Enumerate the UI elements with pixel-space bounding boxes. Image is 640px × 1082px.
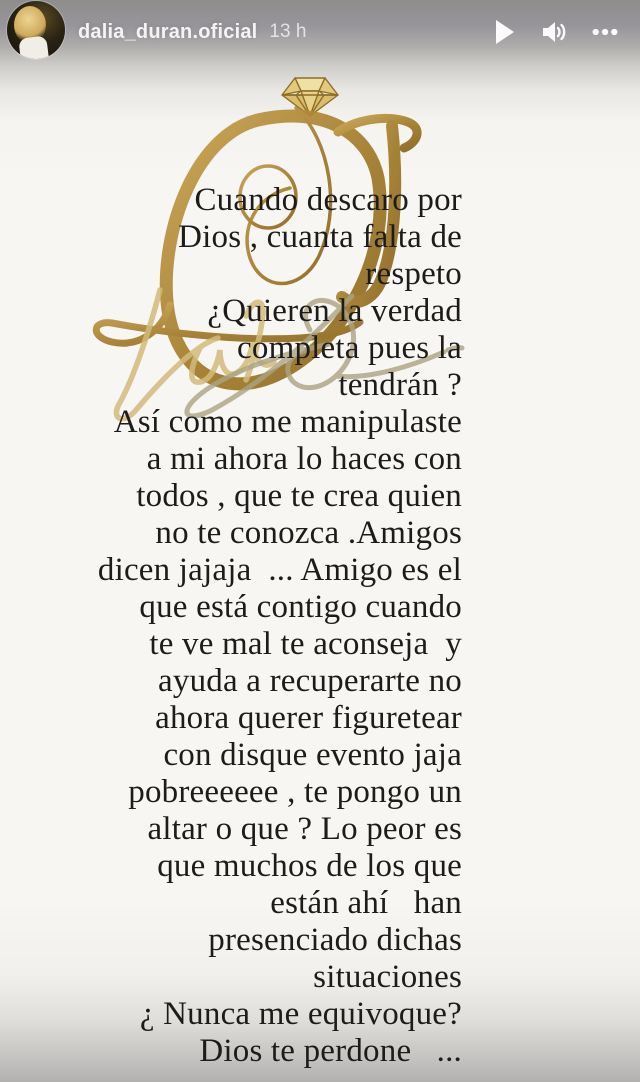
volume-icon[interactable] bbox=[542, 19, 568, 45]
story-text-line: todos , que te crea quien bbox=[136, 478, 462, 514]
username[interactable]: dalia_duran.oficial bbox=[78, 20, 258, 43]
avatar[interactable] bbox=[7, 1, 65, 59]
story-text-line: presenciado dichas bbox=[208, 922, 462, 958]
story-text-line: respeto bbox=[365, 256, 462, 292]
story-text-line: Dios te perdone ... bbox=[199, 1033, 462, 1069]
story-text-line: pobreeeeee , te pongo un bbox=[128, 774, 462, 810]
story-text-line: situaciones bbox=[313, 959, 462, 995]
story-header bbox=[0, 0, 640, 64]
story-text-line: completa pues la bbox=[237, 330, 462, 366]
story-text-line: ayuda a recuperarte no bbox=[158, 663, 462, 699]
story-text-line: altar o que ? Lo peor es bbox=[147, 811, 462, 847]
story-text-line: están ahí han bbox=[270, 885, 462, 921]
story-text bbox=[0, 182, 462, 1070]
more-options-icon[interactable] bbox=[592, 19, 618, 45]
story-text-line: dicen jajaja ... Amigo es el bbox=[97, 552, 462, 588]
story-text-line: que muchos de los que bbox=[157, 848, 462, 884]
story-text-line: no te conozca .Amigos bbox=[155, 515, 462, 551]
story-text-line: con disque evento jaja bbox=[163, 737, 462, 773]
story-text-line: Así como me manipulaste bbox=[113, 404, 462, 440]
story-text-line: ¿Quieren la verdad bbox=[207, 293, 462, 329]
timestamp: 13 h bbox=[269, 21, 307, 42]
story-text-line: Cuando descaro por bbox=[194, 182, 462, 218]
story-text-line: te ve mal te aconseja y bbox=[149, 626, 462, 662]
story-text-line: que está contigo cuando bbox=[139, 589, 462, 625]
story-text-line: tendrán ? bbox=[338, 367, 462, 403]
story-text-line: ahora querer figuretear bbox=[155, 700, 462, 736]
play-icon[interactable] bbox=[492, 19, 518, 45]
gold-diamond-icon bbox=[282, 78, 338, 116]
header-controls bbox=[492, 19, 618, 45]
story-text-line: ¿ Nunca me equivoque? bbox=[139, 996, 462, 1032]
story-text-line: a mi ahora lo haces con bbox=[146, 441, 462, 477]
story-text-line: Dios , cuanta falta de bbox=[178, 219, 462, 255]
